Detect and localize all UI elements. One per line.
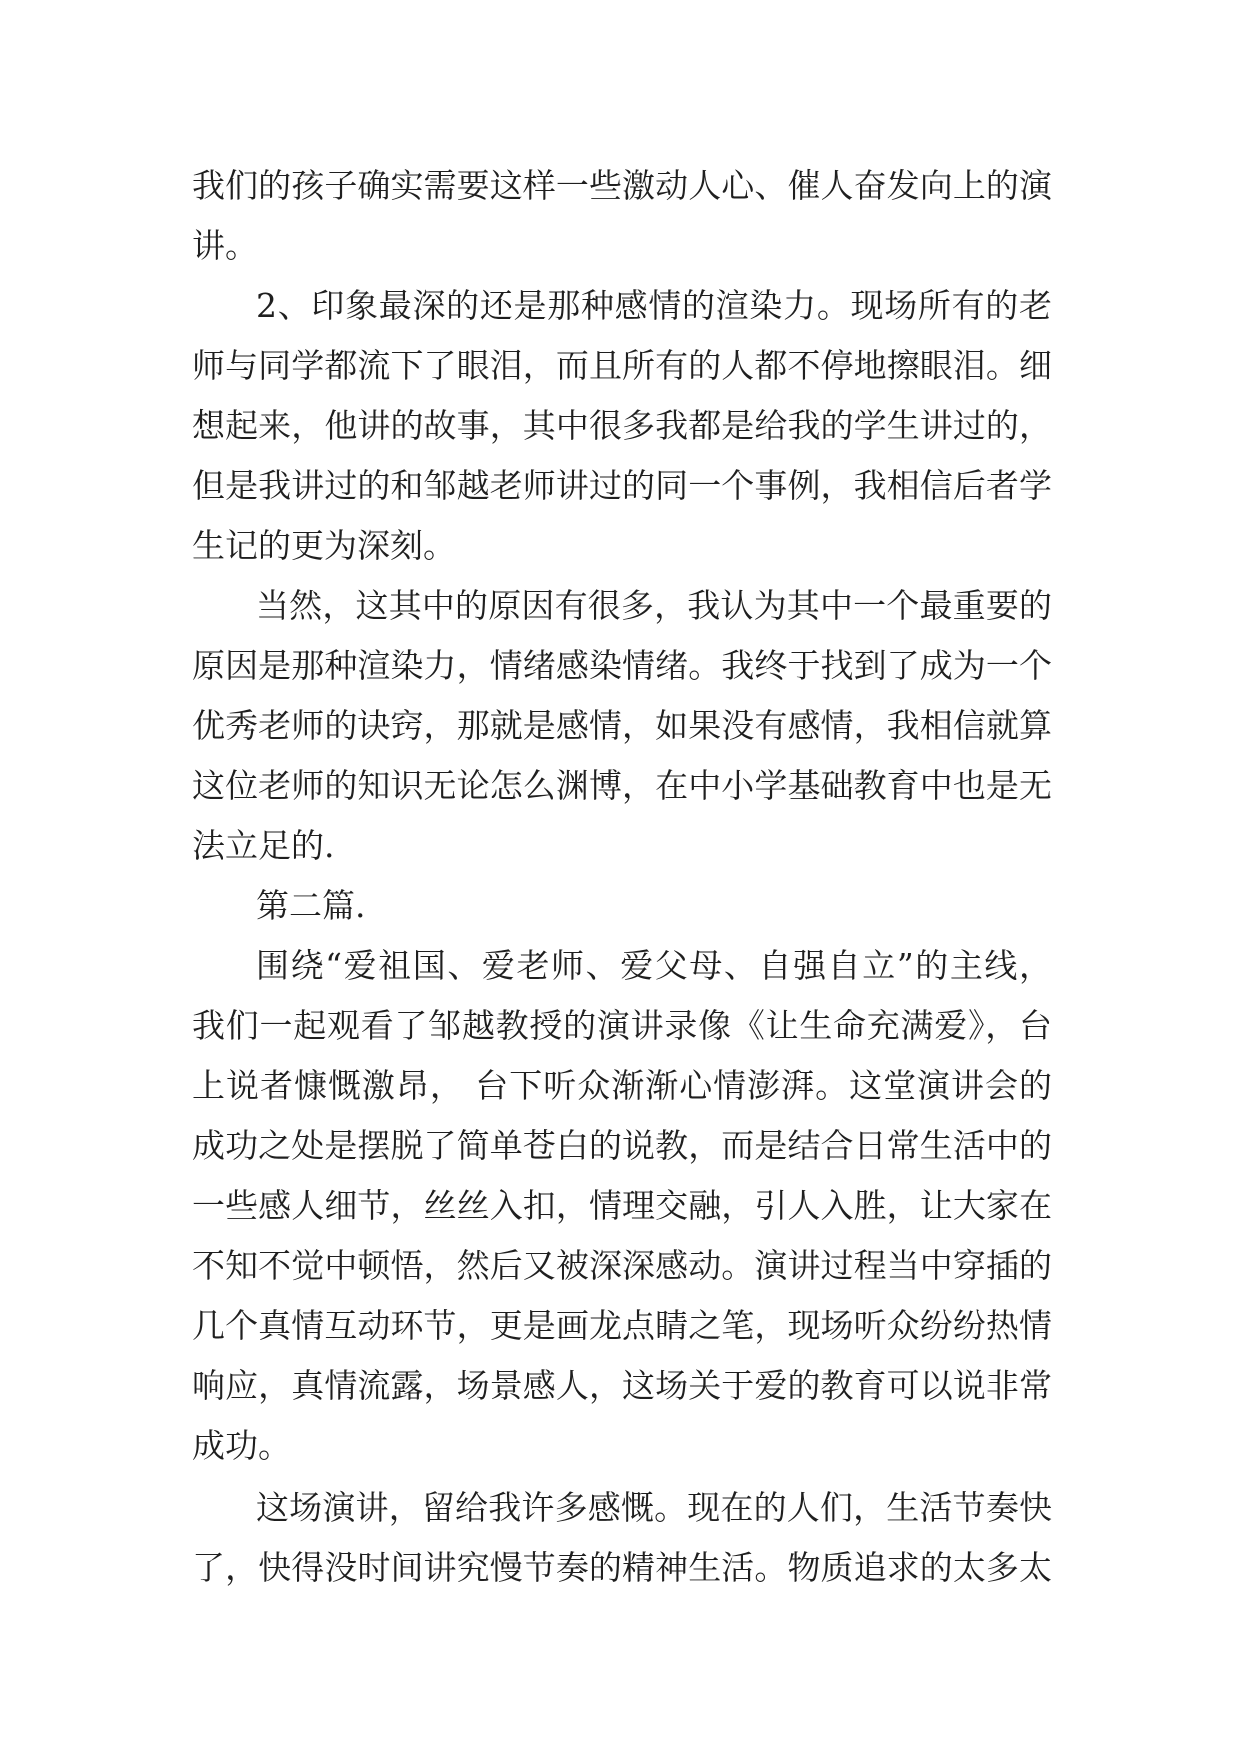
section-heading: 第二篇.	[256, 886, 366, 925]
text-line: 了，快得没时间讲究慢节奏的精神生活。物质追求的太多太	[192, 1548, 1052, 1587]
text-line: 围绕“爱祖国、爱老师、爱父母、自强自立”的主线，	[256, 946, 1052, 985]
text-line: 一些感人细节，丝丝入扣，情理交融，引人入胜，让大家在	[192, 1186, 1052, 1225]
text-line: 这场演讲，留给我许多感慨。现在的人们，生活节奏快	[256, 1488, 1052, 1527]
text-line: 成功。	[192, 1426, 291, 1465]
text-line: 想起来，他讲的故事，其中很多我都是给我的学生讲过的，	[192, 406, 1052, 445]
text-line: 讲。	[192, 226, 258, 265]
text-line: 原因是那种渲染力，情绪感染情绪。我终于找到了成为一个	[192, 646, 1052, 685]
text-line: 优秀老师的诀窍，那就是感情，如果没有感情，我相信就算	[192, 706, 1052, 745]
text-line: 我们一起观看了邹越教授的演讲录像《让生命充满爱》，台	[192, 1006, 1052, 1045]
text-line: 法立足的.	[192, 826, 335, 865]
text-line: 师与同学都流下了眼泪，而且所有的人都不停地擦眼泪。细	[192, 346, 1052, 385]
text-line: 我们的孩子确实需要这样一些激动人心、催人奋发向上的演	[192, 166, 1052, 205]
text-line: 生记的更为深刻。	[192, 526, 456, 565]
text-line: 响应，真情流露，场景感人，这场关于爱的教育可以说非常	[192, 1366, 1052, 1405]
text-line: 成功之处是摆脱了简单苍白的说教，而是结合日常生活中的	[192, 1126, 1052, 1165]
text-line: 这位老师的知识无论怎么渊博，在中小学基础教育中也是无	[192, 766, 1052, 805]
text-line: 2、印象最深的还是那种感情的渲染力。现场所有的老	[256, 286, 1052, 325]
text-line: 上说者慷慨激昂， 台下听众渐渐心情澎湃。这堂演讲会的	[192, 1066, 1052, 1105]
text-line: 当然，这其中的原因有很多，我认为其中一个最重要的	[256, 586, 1052, 625]
text-line: 但是我讲过的和邹越老师讲过的同一个事例，我相信后者学	[192, 466, 1052, 505]
text-line: 几个真情互动环节，更是画龙点睛之笔，现场听众纷纷热情	[192, 1306, 1052, 1345]
text-line: 不知不觉中顿悟，然后又被深深感动。演讲过程当中穿插的	[192, 1246, 1052, 1285]
